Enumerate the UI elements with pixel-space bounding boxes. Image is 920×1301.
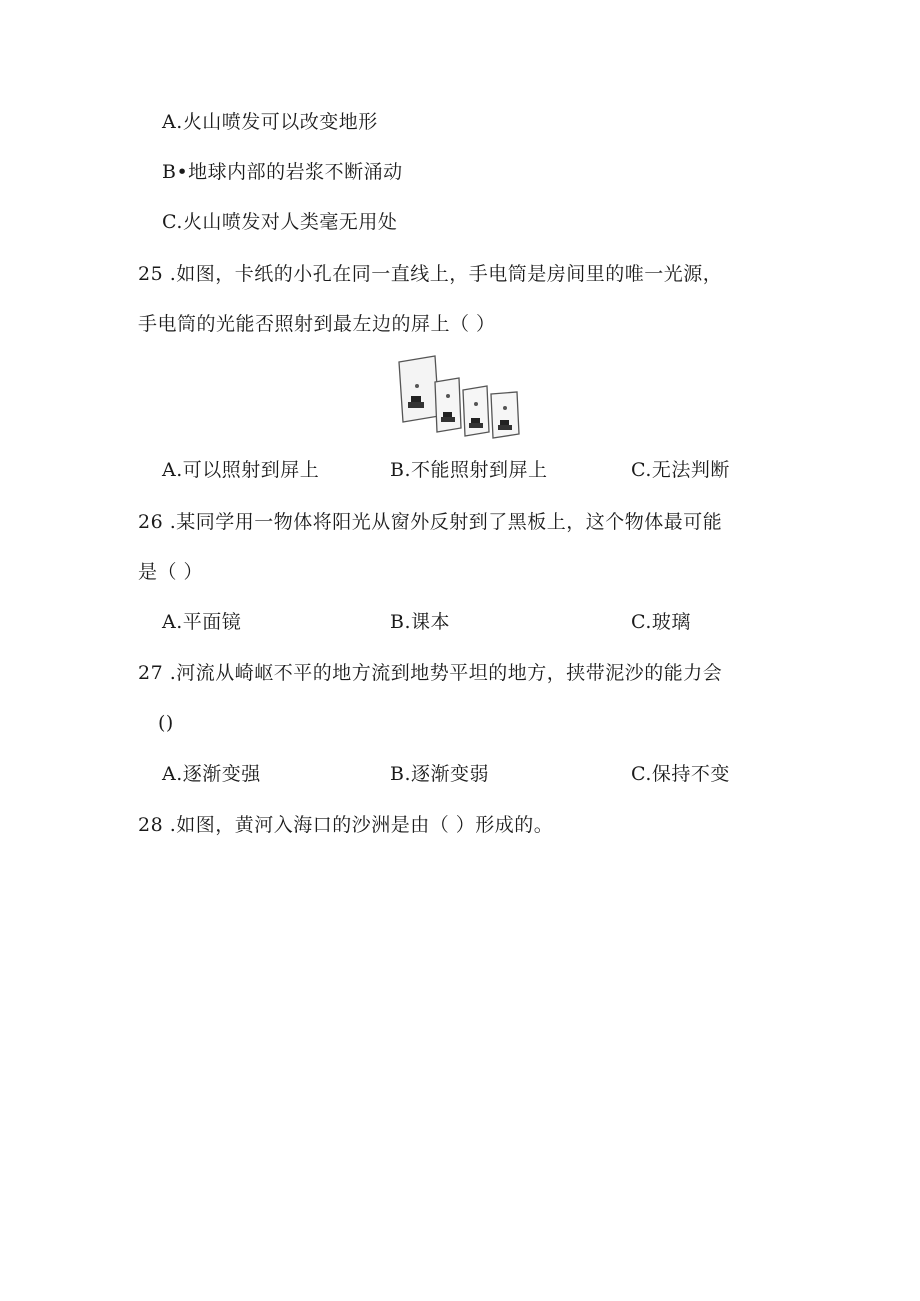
pinhole-cards-figure [395, 352, 525, 442]
q25-option-a: A.可以照射到屏上 [162, 459, 320, 481]
q25-question-line1: 25 .如图，卡纸的小孔在同一直线上，手电筒是房间里的唯一光源， [138, 263, 723, 285]
q27-option-a: A.逐渐变强 [162, 763, 261, 785]
q27-question-line2: () [158, 712, 174, 734]
q27-question-line1: 27 .河流从崎岖不平的地方流到地势平坦的地方，挟带泥沙的能力会 [138, 662, 723, 684]
q26-option-b: B.课本 [390, 611, 451, 633]
q28-question-line1: 28 .如图，黄河入海口的沙洲是由（ ）形成的。 [138, 814, 554, 836]
q24-option-a: A.火山喷发可以改变地形 [162, 111, 378, 133]
q26-option-a: A.平面镜 [162, 611, 242, 633]
q26-question-line1: 26 .某同学用一物体将阳光从窗外反射到了黑板上，这个物体最可能 [138, 511, 723, 533]
q27-option-b: B.逐渐变弱 [390, 763, 490, 785]
q24-option-c: C.火山喷发对人类毫无用处 [162, 211, 398, 233]
q25-option-b: B.不能照射到屏上 [390, 459, 548, 481]
q25-question-line2: 手电筒的光能否照射到最左边的屏上（ ） [138, 313, 496, 335]
q27-option-c: C.保持不变 [631, 763, 730, 785]
q25-option-c: C.无法判断 [631, 459, 730, 481]
q26-option-c: C.玻璃 [631, 611, 691, 633]
q24-option-b: B•地球内部的岩浆不断涌动 [162, 161, 403, 183]
q26-question-line2: 是（ ） [138, 561, 204, 583]
